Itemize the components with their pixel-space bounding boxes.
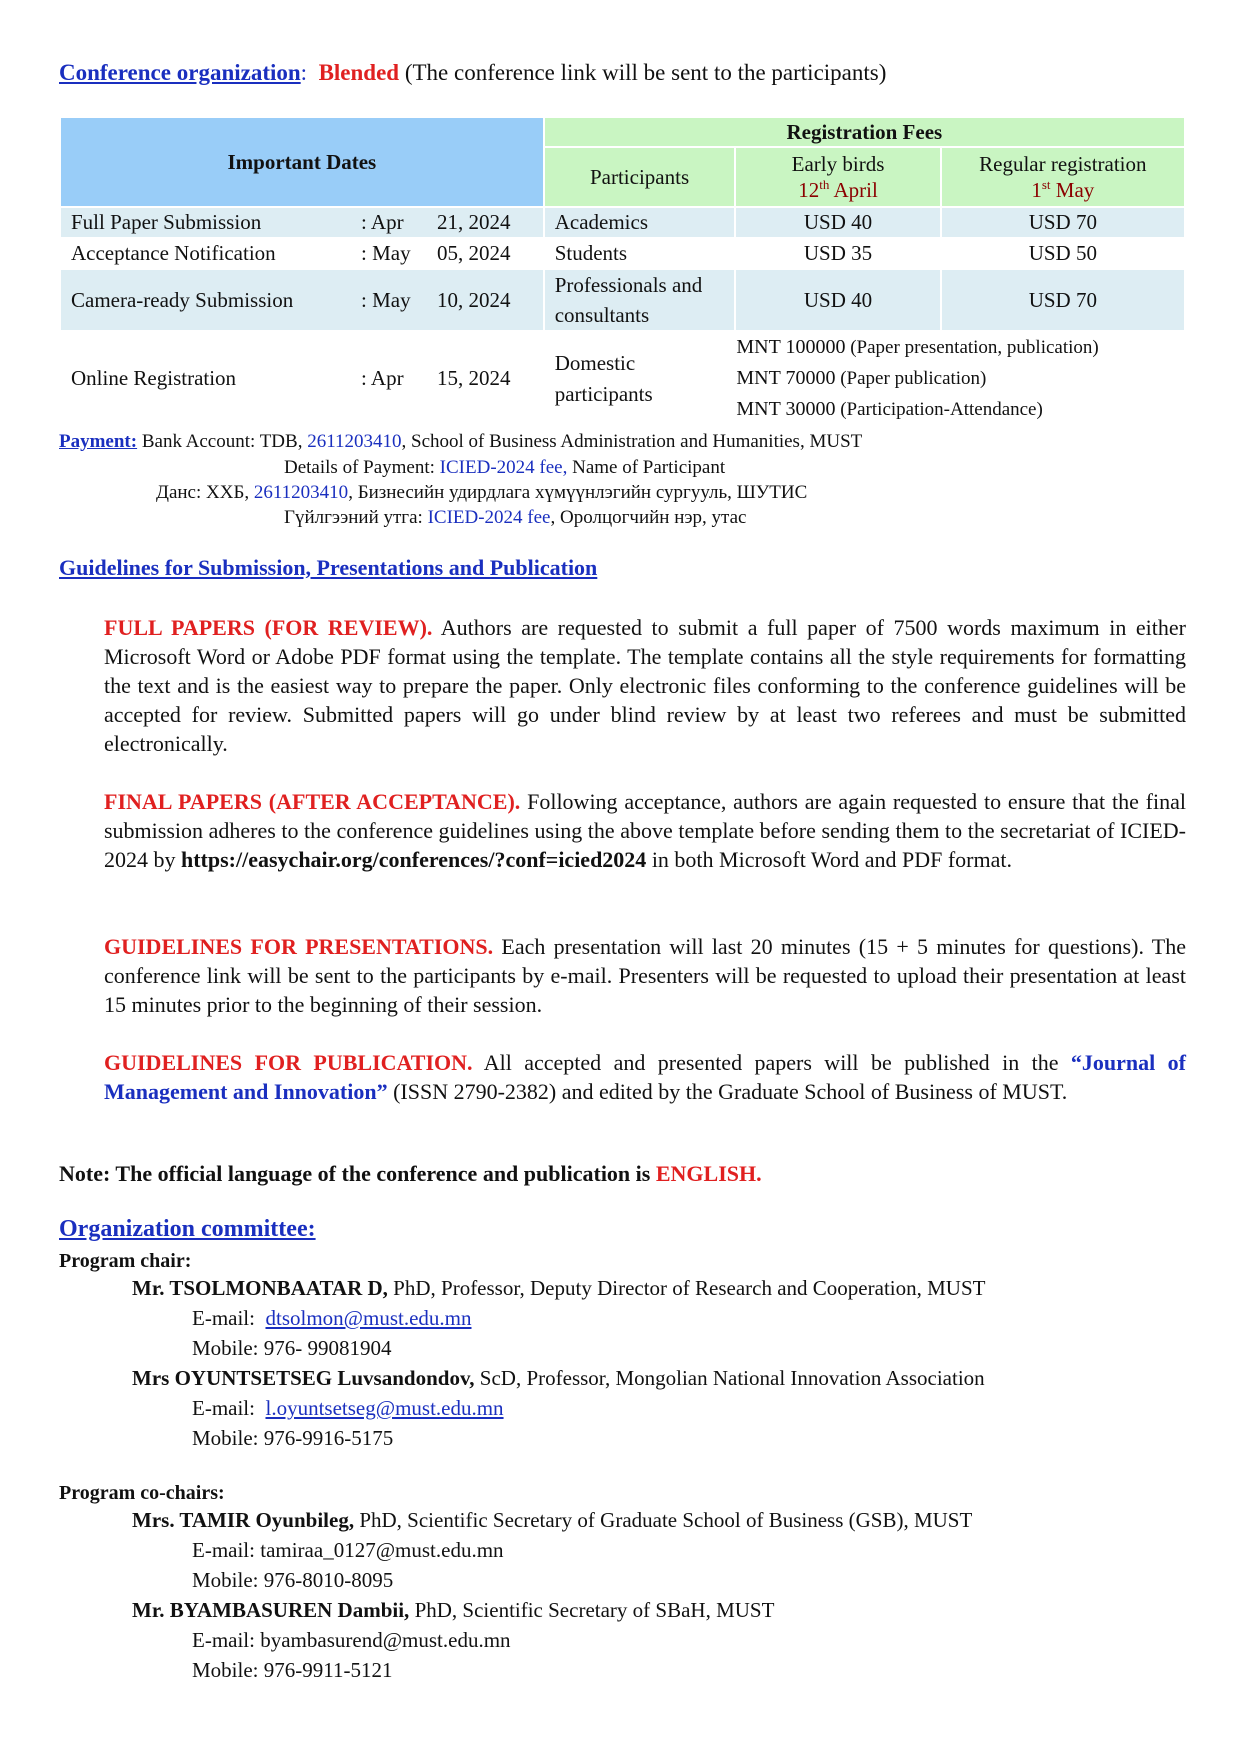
- important-dates-header: Important Dates: [60, 117, 544, 207]
- account-number: 2611203410: [307, 431, 402, 452]
- participant-cell: Domestic participants: [544, 331, 736, 426]
- fee-reference: ICIED-2024 fee: [427, 507, 551, 528]
- committee-title: Organization committee:: [59, 1216, 316, 1242]
- table-row: [60, 238, 1185, 269]
- final-papers-paragraph: FINAL PAPERS (AFTER ACCEPTANCE). Following acceptance, authors are again requested to ensure that the final submission adheres to the conference guidelines using the above template before sending them to the secretariat of ICIED-2024 by https://easychair.org/conferences/?conf=icied2024 in both Microsoft Word and PDF format.: [104, 789, 1186, 872]
- organization-note: (The conference link will be sent to the participants): [404, 60, 887, 85]
- organization-line: [59, 60, 886, 86]
- program-cochairs-label: Program co-chairs:: [59, 1482, 225, 1504]
- payment-label: Payment:: [59, 431, 138, 452]
- language-note: Note: The official language of the conference and publication is ENGLISH.: [59, 1161, 762, 1186]
- program-chair-label: Program chair:: [59, 1250, 192, 1272]
- domestic-fee-line: MNT 30000 (Participation-Attendance): [736, 398, 1043, 420]
- domestic-fee-line: MNT 70000 (Paper publication): [736, 367, 987, 389]
- cochair-email: E-mail: tamiraa_0127@must.edu.mn: [192, 1538, 504, 1562]
- early-fee-cell: USD 35: [735, 238, 940, 269]
- table-row: [60, 207, 1185, 238]
- publication-paragraph: GUIDELINES FOR PUBLICATION. All accepted and presented papers will be published in the “Journal of Management and Innovation” (ISSN 2790-2382) and edited by the Graduate School of Business of MUST.: [104, 1050, 1186, 1104]
- chair-mobile: Mobile: 976- 99081904: [192, 1336, 392, 1360]
- regular-registration-label: Regular registration: [979, 151, 1147, 176]
- chair-name: Mr. TSOLMONBAATAR D,: [132, 1276, 388, 1300]
- account-number: 2611203410: [253, 482, 349, 503]
- payment-line-2: Details of Payment: ICIED-2024 fee, Name of Participant: [284, 457, 726, 478]
- cochair-name-line: Mr. BYAMBASUREN Dambii, PhD, Scientific Secretary of SBaH, MUST: [132, 1598, 775, 1622]
- publication-heading: GUIDELINES FOR PUBLICATION.: [104, 1050, 473, 1075]
- participant-cell: Academics: [544, 207, 736, 238]
- cochair-mobile: Mobile: 976-9911-5121: [192, 1658, 393, 1682]
- cochair-email: E-mail: byambasurend@must.edu.mn: [192, 1628, 511, 1652]
- date-cell: Acceptance Notification : May 05, 2024: [60, 238, 544, 269]
- organization-mode: Blended: [318, 60, 400, 85]
- domestic-fees-cell: [735, 331, 1185, 426]
- presentations-paragraph: GUIDELINES FOR PRESENTATIONS. Each presentation will last 20 minutes (15 + 5 minutes for questions). The conference link will be sent to the participants by e-mail. Presenters will be requested to upload their presentation at least 15 minutes prior to the beginning of their session.: [104, 934, 1186, 1017]
- participant-cell: Students: [544, 238, 736, 269]
- journal-name: “Journal of Management and Innovation”: [104, 1050, 1186, 1104]
- date-cell: Full Paper Submission : Apr 21, 2024: [60, 207, 544, 238]
- early-birds-date: 12th April: [798, 176, 878, 202]
- payment-line-3: Данс: ХХБ, 2611203410, Бизнесийн удирдлага хүмүүнлэгийн сургууль, ШУТИС: [156, 482, 808, 503]
- regular-fee-cell: USD 50: [941, 238, 1185, 269]
- fee-reference: ICIED-2024 fee,: [439, 457, 568, 478]
- date-cell: Online Registration : Apr 15, 2024: [60, 331, 544, 426]
- full-papers-paragraph: FULL PAPERS (FOR REVIEW). Authors are requested to submit a full paper of 7500 words maximum in either Microsoft Word or Adobe PDF format using the template. The template contains all the style requirements for formatting the text and is the easiest way to prepare the paper. Only electronic files conforming to the conference guidelines will be accepted for review. Submitted papers will go under blind review by at least two referees and must be submitted electronically.: [104, 615, 1186, 756]
- regular-registration-header: [941, 147, 1185, 207]
- chair-mobile: Mobile: 976-9916-5175: [192, 1426, 394, 1450]
- payment-line-1: Payment: Bank Account: TDB, 2611203410, School of Business Administration and Humanities, MUST: [59, 431, 863, 452]
- cochair-mobile: Mobile: 976-8010-8095: [192, 1568, 394, 1592]
- regular-registration-date: 1st May: [1031, 176, 1095, 202]
- chair-name: Mrs OYUNTSETSEG Luvsandondov,: [132, 1366, 475, 1390]
- early-fee-cell: USD 40: [735, 207, 940, 238]
- organization-label: Conference organization: [59, 60, 301, 85]
- cochair-name-line: Mrs. TAMIR Oyunbileg, PhD, Scientific Secretary of Graduate School of Business (GSB), MUST: [132, 1508, 973, 1532]
- presentations-heading: GUIDELINES FOR PRESENTATIONS.: [104, 934, 494, 959]
- chair-email-link[interactable]: dtsolmon@must.edu.mn: [265, 1306, 472, 1330]
- early-birds-label: Early birds: [791, 151, 885, 176]
- payment-line-4: Гүйлгээний утга: ICIED-2024 fee, Оролцогчийн нэр, утас: [284, 507, 747, 528]
- domestic-fee-line: MNT 100000 (Paper presentation, publication): [736, 336, 1099, 358]
- registration-fees-header: Registration Fees: [544, 117, 1185, 147]
- early-birds-header: [735, 147, 940, 207]
- chair-email-line: E-mail: l.oyuntsetseg@must.edu.mn: [192, 1396, 504, 1420]
- organization-colon: :: [300, 60, 308, 85]
- chair-email-line: E-mail: dtsolmon@must.edu.mn: [192, 1306, 472, 1330]
- table-row: [60, 331, 1185, 426]
- final-papers-heading: FINAL PAPERS (AFTER ACCEPTANCE).: [104, 789, 521, 814]
- early-fee-cell: USD 40: [735, 269, 940, 331]
- regular-fee-cell: USD 70: [941, 207, 1185, 238]
- table-row: [60, 269, 1185, 331]
- full-papers-heading: FULL PAPERS (FOR REVIEW).: [104, 615, 433, 640]
- participants-header: Participants: [544, 147, 736, 207]
- regular-fee-cell: USD 70: [941, 269, 1185, 331]
- chair-name-line: Mr. TSOLMONBAATAR D, PhD, Professor, Deputy Director of Research and Cooperation, MUST: [132, 1276, 986, 1300]
- language-value: ENGLISH.: [655, 1161, 762, 1186]
- cochair-name: Mr. BYAMBASUREN Dambii,: [132, 1598, 410, 1622]
- participant-cell: Professionals and consultants: [544, 269, 736, 331]
- easychair-url[interactable]: https://easychair.org/conferences/?conf=icied2024: [181, 847, 647, 872]
- dates-fees-table: [59, 116, 1186, 427]
- date-cell: Camera-ready Submission : May 10, 2024: [60, 269, 544, 331]
- chair-email-link[interactable]: l.oyuntsetseg@must.edu.mn: [265, 1396, 504, 1420]
- chair-name-line: Mrs OYUNTSETSEG Luvsandondov, ScD, Professor, Mongolian National Innovation Association: [132, 1366, 985, 1390]
- guidelines-title: Guidelines for Submission, Presentations and Publication: [59, 555, 598, 580]
- cochair-name: Mrs. TAMIR Oyunbileg,: [132, 1508, 355, 1532]
